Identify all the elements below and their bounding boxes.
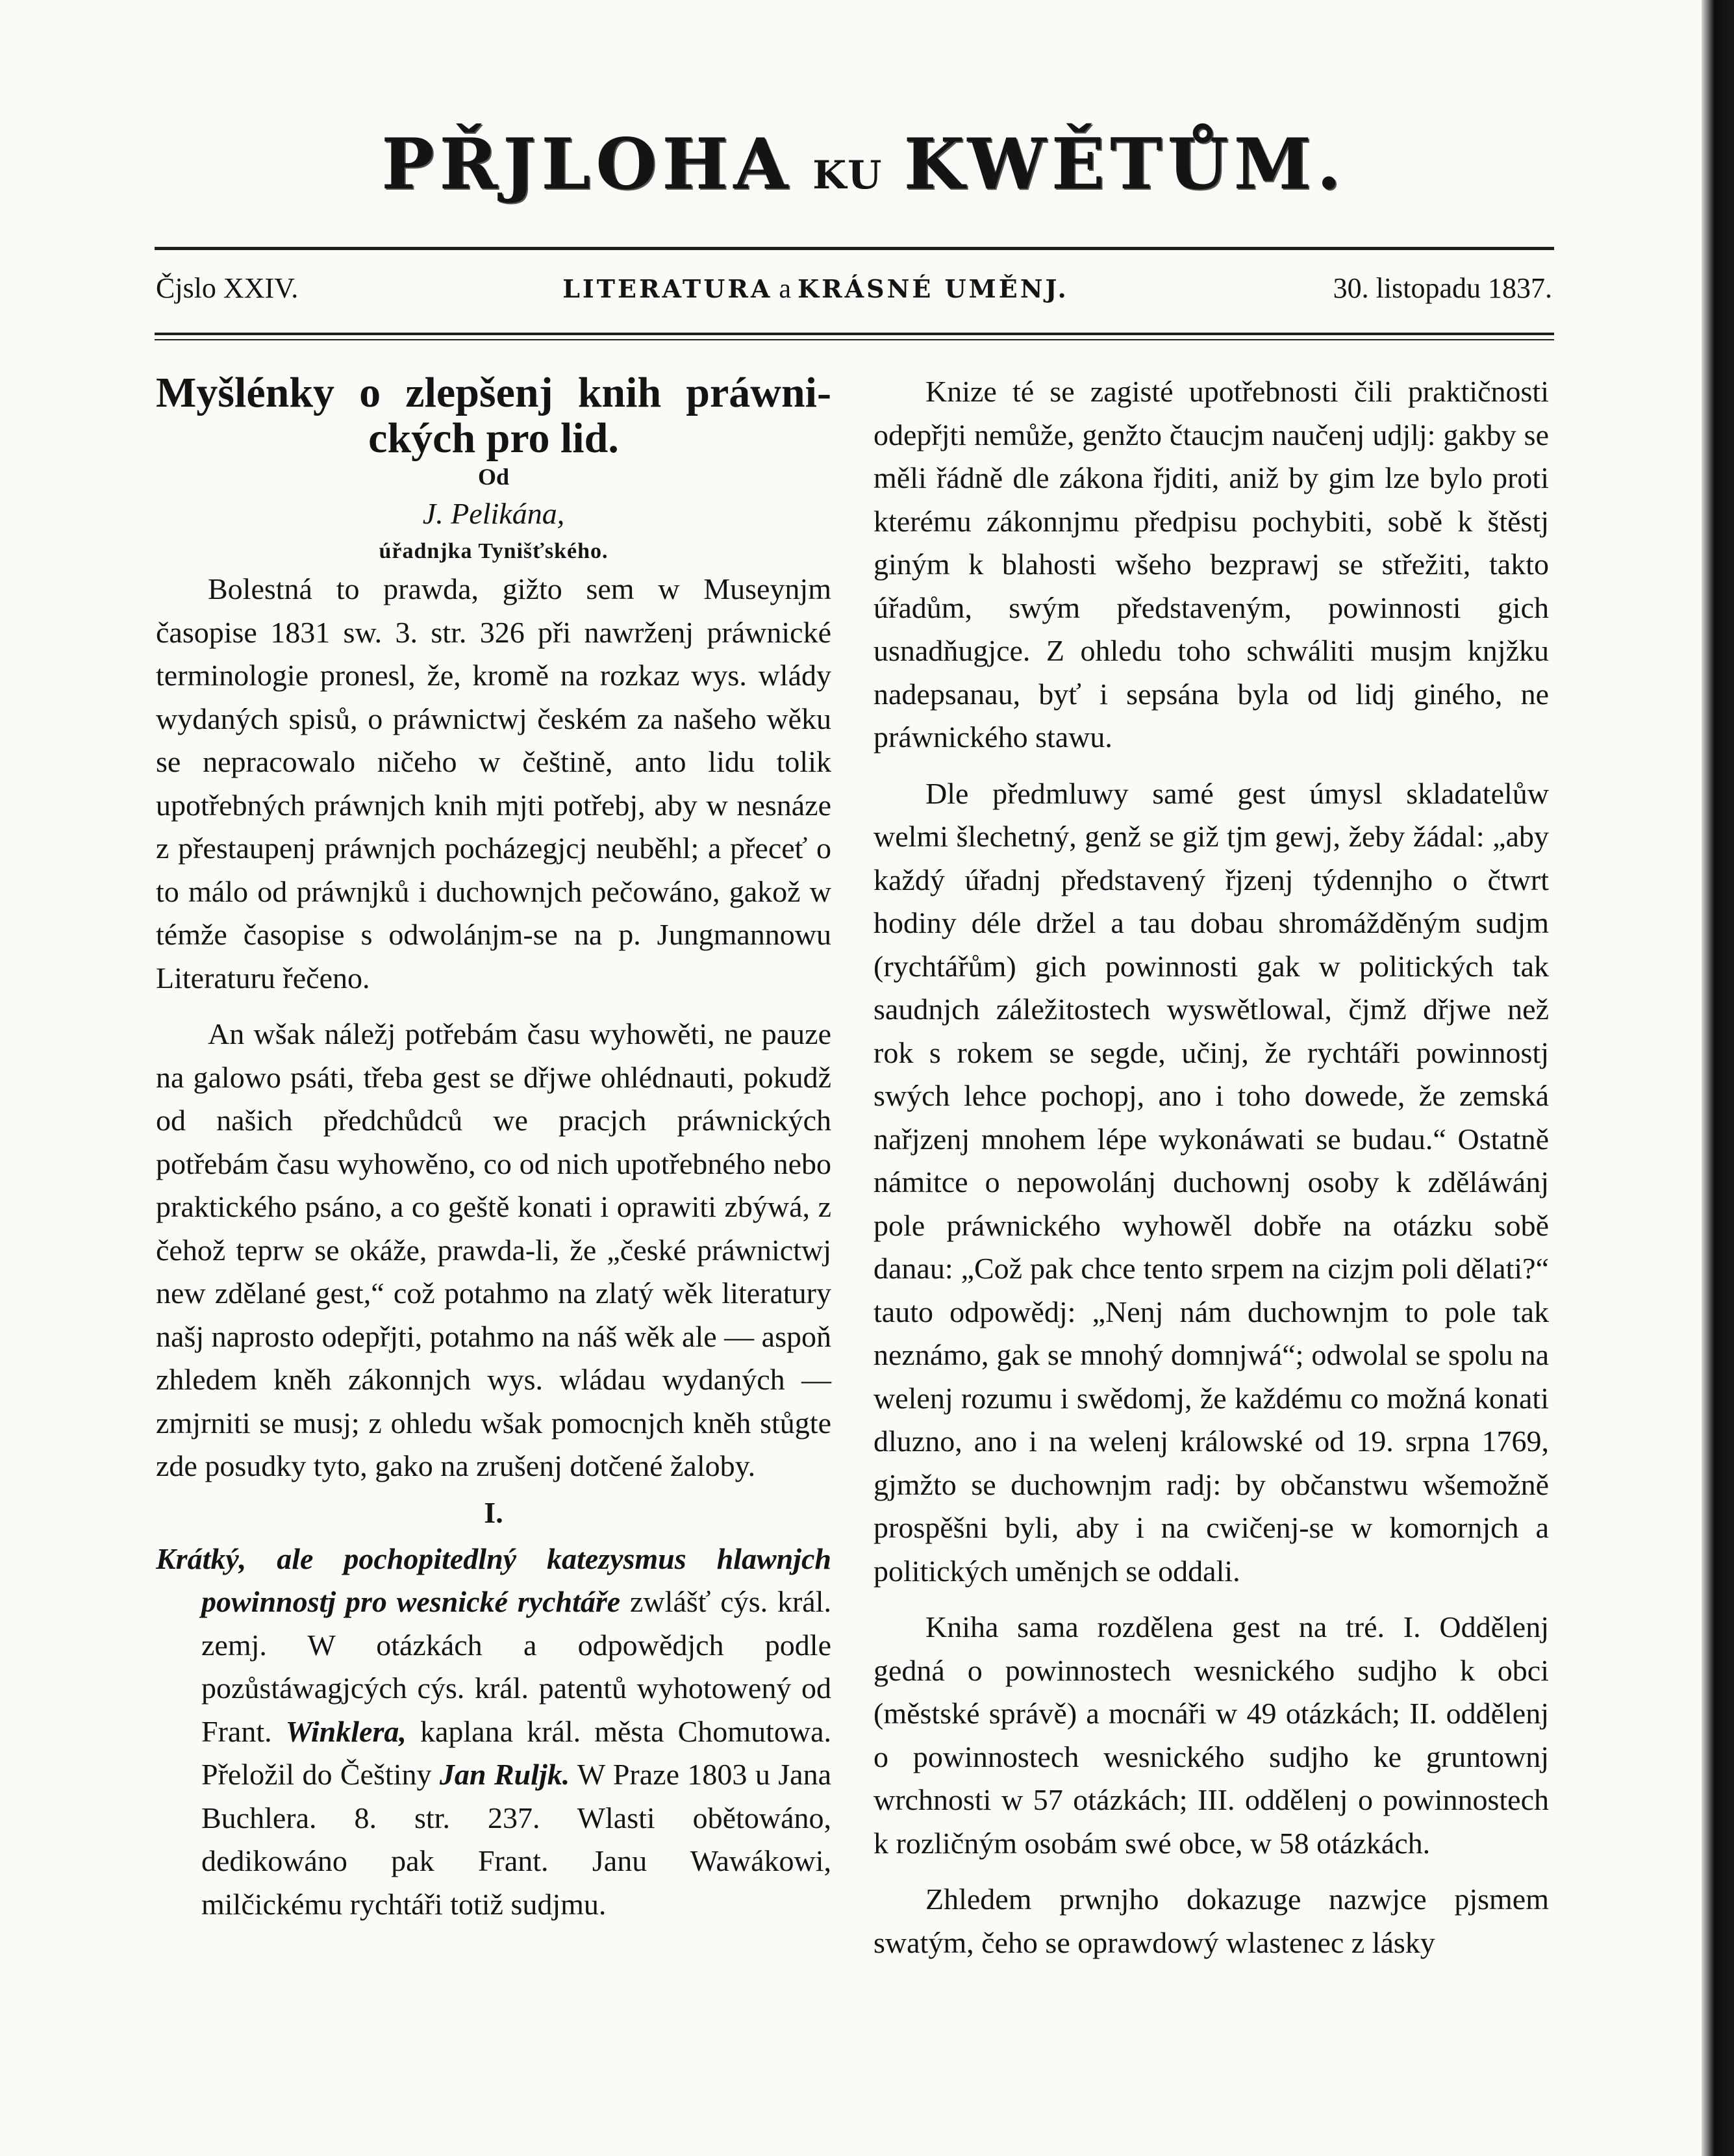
article-title-line2: ckých pro lid.: [368, 414, 619, 462]
right-paragraph-1: Knize té se zagisté upotřebnosti čili praktičnosti odepřjti nemůže, genžto čtaucjm naučenj udjlj: gakby se měli řádně dle zákona řjditi, aniž by gim lze bylo proti kterému zákonnjmu předpisu pochybiti, sobě k štěstj giným k blahosti wšeho bezprawj se střežiti, takto úřadům, swým představeným, powinnosti gich usnadňugjce. Z ohledu toho schwáliti musjm knjžku nadepsanau, byť i sepsána byla od lidj giného, ne práwnického stawu.: [873, 375, 1549, 754]
right-paragraph-4: Zhledem prwnjho dokazuge nazwjce pjsmem swatým, čeho se oprawdowý wlastenec z lásky: [873, 1883, 1549, 1959]
section-literatura: LITERATURA: [562, 274, 773, 303]
left-paragraph-2: An wšak náležj potřebám času wyhowěti, ne pauze na galowo psáti, třeba gest se dřjwe ohlédnauti, pokudž od našich předchůdců we pracjch práwnických potřebám času wyhowěno, co od nich upotřebného nebo praktického psáno, a co geště konati i oprawiti zbýwá, z čehož teprw se okáže, prawda-li, že „české práwnictwj new zdělané gest,“ což potahmo na zlatý wěk literatury našj naprosto odepřjti, potahmo na náš wěk ale — aspoň zhledem kněh zákonnjch wys. wládau wydaných — zmjrniti se musj; z ohledu wšak pomocnjch kněh stůgte zde posudky tyto, gako na zrušenj dotčené žaloby.: [156, 1017, 831, 1482]
biblio-text-3: W Praze 1803 u Jana Buchlera. 8. str. 237. Wlasti obětowáno, dedikowáno pak Frant. Janu Wawákowi, milčickému rychtáři totiž sudjmu.: [201, 1758, 831, 1921]
article-title: [156, 370, 831, 461]
biblio-translator: Jan Ruljk.: [439, 1758, 570, 1791]
header-rule-bottom-thin: [155, 339, 1554, 340]
bibliography-entry: [156, 1538, 831, 1927]
section-and: a: [779, 274, 792, 304]
masthead-mid: KU: [812, 153, 885, 198]
biblio-author: Winklera,: [285, 1714, 407, 1748]
masthead-right: KWĚTŮM.: [903, 123, 1346, 205]
issue-date: 30. listopadu 1837.: [1333, 272, 1552, 304]
section-krasne-umeni: KRÁSNÉ UMĚNJ.: [798, 274, 1069, 303]
issue-number: Čjslo XXIV.: [156, 272, 299, 304]
masthead-left: PŘJLOHA: [381, 123, 794, 205]
issue-header: [156, 272, 1552, 317]
masthead: [149, 123, 1578, 205]
byline-office: úřadnjka Tynišťského.: [379, 539, 609, 563]
left-column: [156, 370, 831, 1926]
left-paragraph-1: Bolestná to prawda, gižto sem w Museynjm časopise 1831 sw. 3. str. 326 při nawrženj práwnické terminologie pronesl, že, kromě na rozkaz wys. wlády wydaných spisů, o práwnictwj českém za našeho wěku se nepracowalo ničeho w češtině, anto lidu tolik upotřebných práwnjch knih mjti potřebj, aby w nesnáze z přestaupenj práwnjch pocházegjcj neuběhl; a přeceť o to málo od práwnjků i duchownjch pečowáno, gakož w témže časopise s odwolánjm-se na p. Jungmannowu Literaturu řečeno.: [156, 572, 831, 995]
binding-edge: [1702, 0, 1734, 2156]
byline-od: Od: [477, 464, 510, 490]
biblio-text-1: zwlášť cýs. král. zemj. W otázkách a odpowědjch podle pozůstáwagjcých cýs. král. patentů wyhotowený od Frant.: [201, 1585, 831, 1748]
biblio-title: Krátký, ale pochopitedlný katezysmus hlawnjch powinnostj pro wesnické rychtáře: [156, 1541, 831, 1618]
right-column: [873, 370, 1549, 1964]
issue-section: [562, 273, 1068, 305]
right-paragraph-3: Kniha sama rozdělena gest na tré. I. Oddělenj gedná o powinnostech wesnického sudjho k obci (městské správě) a mocnáři w 49 otázkách; II. oddělenj o powinnostech wesnického sudjho ke gruntownj wrchnosti w 57 otázkách; III. oddělenj o powinnostech k rozličným osobám swé obce, w 58 otázkách.: [873, 1610, 1549, 1860]
article-title-line1: Myšlénky o zlepšenj knih práwni-: [156, 369, 831, 416]
section-number: I.: [484, 1495, 503, 1529]
header-rule-bottom: [155, 333, 1554, 335]
right-paragraph-2: Dle předmluwy samé gest úmysl skladatelůw welmi šlechetný, genž se giž tjm gewj, žeby žádal: „aby každý úřadnj představený řjzenj týdennjho o čtwrt hodiny déle držel a tau dobau shromážděným sudjm (rychtářům) gich powinnosti gak w politických tak saudnjch záležitostech wyswětlowal, čjmž dřjwe než rok s rokem se segde, učinj, že rychtáři powinnostj swých lehce pochopj, ano i toho dowede, že zemská nařjzenj mnohem lépe wykonáwati se budau.“ Ostatně námitce o nepowolánj duchownj osoby k zděláwánj pole práwnického wyhowěl dobře na otázku sobě danau: „Což pak chce tento srpem na cizjm poli dělati?“ tauto odpowědj: „Nenj nám duchownjm to pole tak neznámo, gak se mnohý domnjwá“; odwolal se spolu na welenj rozumu i swědomj, že každému co možná konati dluzno, ano i na welenj králowské od 19. srpna 1769, gjmžto se duchownjm radj: by občanstwu wšemožně prospěšni byli, aby i na cwičenj-se w komornjch a politických uměnjch se oddali.: [873, 776, 1549, 1588]
header-rule-top: [155, 247, 1554, 250]
byline-author: J. Pelikána,: [422, 497, 565, 530]
biblio-text-2: kaplana král. města Chomutowa. Přeložil do Češtiny: [201, 1714, 831, 1791]
